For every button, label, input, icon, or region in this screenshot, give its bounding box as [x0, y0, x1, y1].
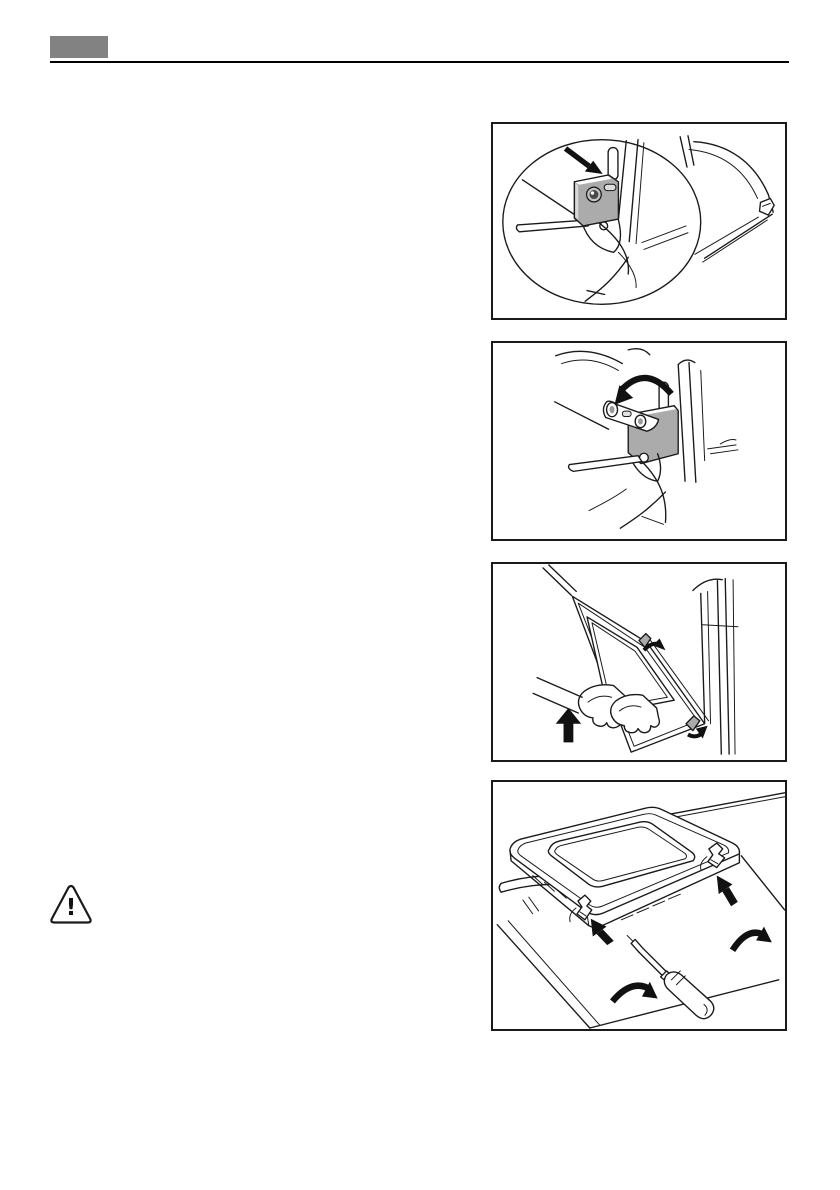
figure-2-illustration: [493, 343, 785, 539]
warning-exclamation: !: [65, 895, 77, 921]
header-rule: [50, 61, 789, 63]
figure-2-frame: [491, 341, 787, 541]
warning-indicator: [48, 882, 94, 928]
figure-4-frame: [491, 780, 787, 1031]
figure-3-frame: [491, 562, 787, 762]
door-and-hinge: [569, 453, 666, 528]
figure-1-illustration: [493, 124, 785, 318]
oven-door-flat: [510, 807, 740, 928]
figure-4-illustration: [493, 782, 785, 1029]
figure-3-illustration: [493, 564, 785, 760]
clamping-lever: [574, 175, 618, 226]
chapter-tab: [50, 36, 108, 58]
figure-1-frame: [491, 122, 787, 320]
warning-triangle-icon: [48, 882, 94, 928]
screwdriver: [627, 936, 714, 1019]
